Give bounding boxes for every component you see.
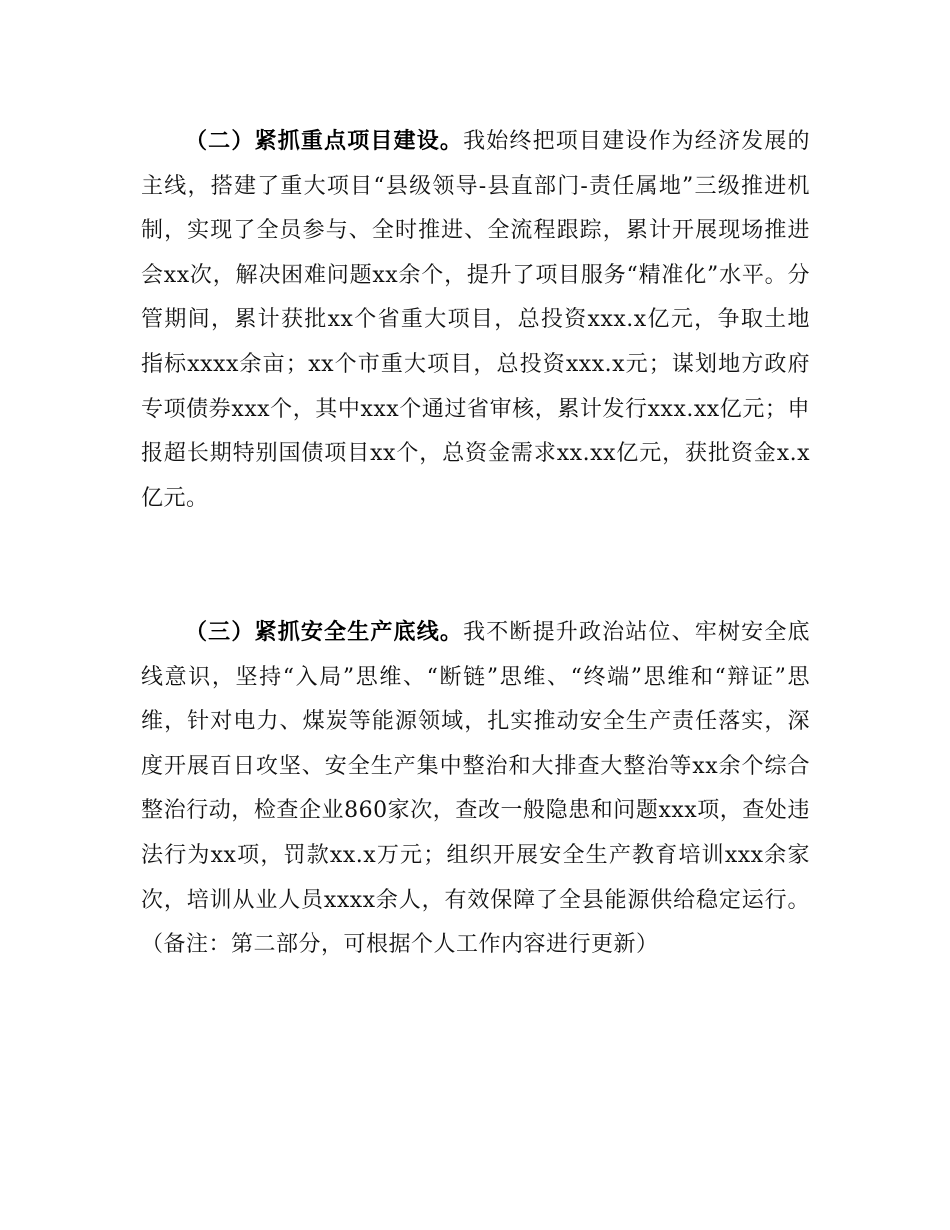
paragraph-key-projects — [141, 120, 810, 521]
paragraph-safety-production — [141, 611, 810, 968]
paragraph-body-safety-production: 我不断提升政治站位、牢树安全底线意识，坚持“入局”思维、“断链”思维、“终端”思维和“辩证”思维，针对电力、煤炭等能源领域，扎实推动安全生产责任落实，深度开展百日攻坚、安全生产集中整治和大排查大整治等xx余个综合整治行动，检查企业860家次，查改一般隐患和问题xxx项，查处违法行为xx项，罚款xx.x万元；组织开展安全生产教育培训xxx余家次，培训从业人员xxxx余人，有效保障了全县能源供给稳定运行。（备注：第二部分，可根据个人工作内容进行更新） — [141, 620, 810, 958]
paragraph-body-key-projects: 我始终把项目建设作为经济发展的主线，搭建了重大项目“县级领导-县直部门-责任属地”三级推进机制，实现了全员参与、全时推进、全流程跟踪，累计开展现场推进会xx次，解决困难问题xx余个，提升了项目服务“精准化”水平。分管期间，累计获批xx个省重大项目，总投资xxx.x亿元，争取土地指标xxxx余亩；xx个市重大项目，总投资xxx.x元；谋划地方政府专项债券xxx个，其中xxx个通过省审核，累计发行xxx.xx亿元；申报超长期特别国债项目xx个，总资金需求xx.xx亿元，获批资金x.x亿元。 — [141, 129, 810, 511]
section-heading-key-projects: （二）紧抓重点项目建设。 — [185, 129, 464, 154]
section-heading-safety-production: （三）紧抓安全生产底线。 — [185, 620, 464, 645]
